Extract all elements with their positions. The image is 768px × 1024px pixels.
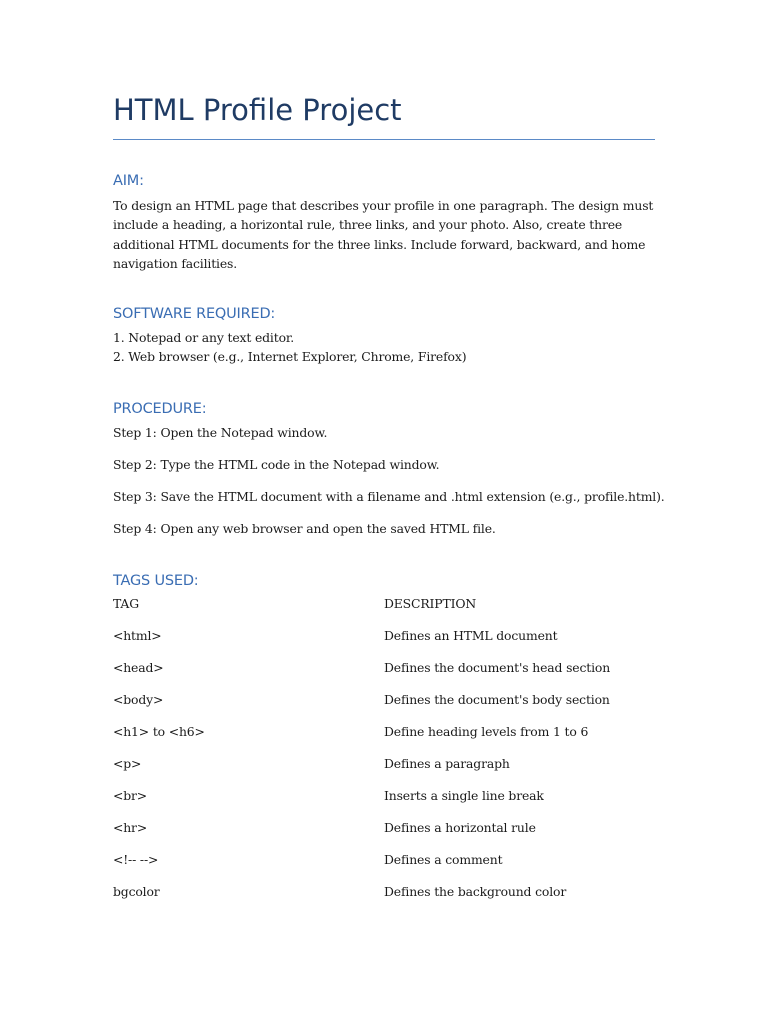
description-cell: Defines the document's head section [384, 660, 611, 675]
tag-cell: <body> [113, 692, 164, 707]
document-title: HTML Profile Project [113, 93, 402, 127]
tags-used-heading: TAGS USED: [113, 573, 199, 589]
aim-line: include a heading, a horizontal rule, three links, and your photo. Also, create three [113, 217, 623, 233]
procedure-step: Step 2: Type the HTML code in the Notepad window. [113, 457, 440, 472]
tag-cell: <h1> to <h6> [113, 724, 205, 739]
tag-cell: bgcolor [113, 884, 160, 899]
description-cell: Defines an HTML document [384, 628, 558, 643]
tag-cell: <hr> [113, 820, 148, 835]
description-cell: Defines the background color [384, 884, 567, 899]
aim-line: additional HTML documents for the three links. Include forward, backward, and home [113, 236, 646, 252]
tag-cell: <p> [113, 756, 142, 771]
description-cell: Defines a paragraph [384, 756, 510, 771]
software-item: 2. Web browser (e.g., Internet Explorer, Chrome, Firefox) [113, 349, 467, 364]
description-cell: Inserts a single line break [384, 788, 544, 803]
tag-cell: <!-- --> [113, 852, 159, 867]
procedure-step: Step 3: Save the HTML document with a filename and .html extension (e.g., profile.html). [113, 489, 665, 504]
description-cell: Defines the document's body section [384, 692, 610, 707]
procedure-heading: PROCEDURE: [113, 401, 207, 417]
software-required-heading: SOFTWARE REQUIRED: [113, 306, 276, 322]
tag-cell: <html> [113, 628, 162, 643]
column-header-tag: TAG [113, 596, 139, 611]
tag-cell: <head> [113, 660, 164, 675]
description-cell: Define heading levels from 1 to 6 [384, 724, 589, 739]
procedure-step: Step 4: Open any web browser and open the saved HTML file. [113, 521, 496, 536]
aim-heading: AIM: [113, 173, 144, 189]
column-header-description: DESCRIPTION [384, 596, 477, 611]
description-cell: Defines a horizontal rule [384, 820, 536, 835]
aim-line: navigation facilities. [113, 256, 238, 272]
title-underline-rule [113, 139, 655, 140]
description-cell: Defines a comment [384, 852, 503, 867]
tag-cell: <br> [113, 788, 148, 803]
software-item: 1. Notepad or any text editor. [113, 330, 295, 345]
aim-line: To design an HTML page that describes your profile in one paragraph. The design must [113, 198, 654, 213]
procedure-step: Step 1: Open the Notepad window. [113, 425, 328, 440]
aim-paragraph [113, 196, 658, 274]
